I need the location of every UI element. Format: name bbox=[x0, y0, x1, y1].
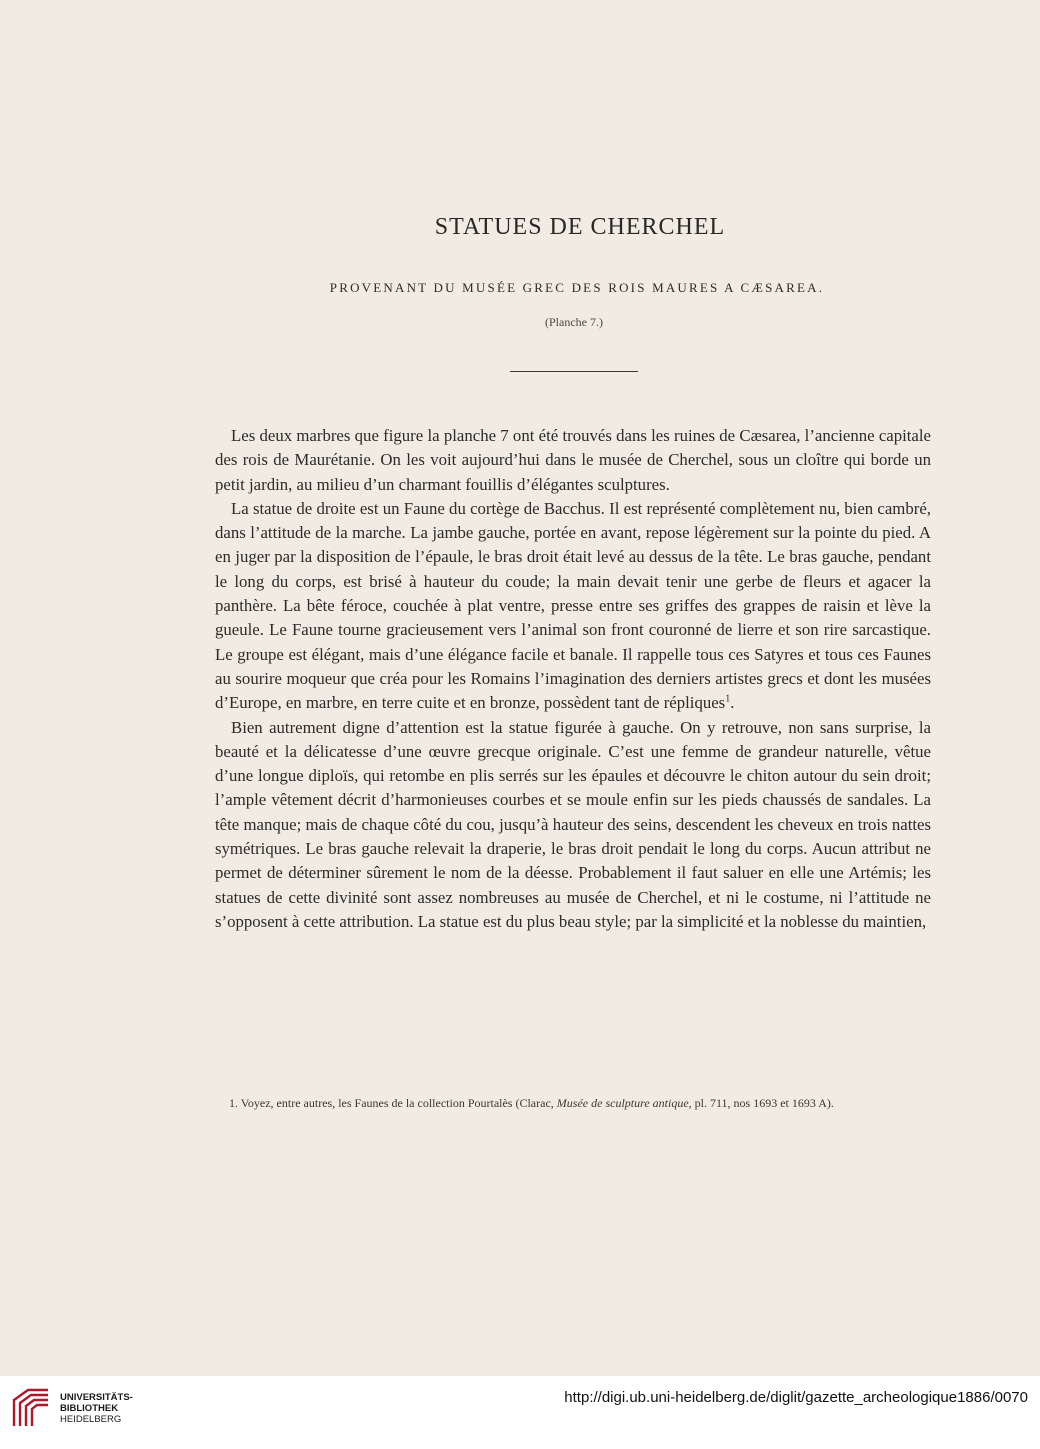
library-name-line3: HEIDELBERG bbox=[60, 1414, 122, 1425]
footnote-mark[interactable]: 1 bbox=[725, 693, 731, 705]
library-name-line2: BIBLIOTHEK bbox=[60, 1403, 119, 1414]
footnote-italic: Musée de sculpture antique bbox=[556, 1096, 689, 1110]
footer-bar bbox=[0, 1376, 1040, 1449]
footnote-suffix: , pl. 711, nos 1693 et 1693 A). bbox=[688, 1096, 834, 1110]
page-title: STATUES DE CHERCHEL bbox=[434, 214, 726, 240]
footnote bbox=[215, 1095, 931, 1112]
library-name-line1: UNIVERSITÄTS- bbox=[60, 1392, 133, 1403]
paragraph-2 bbox=[215, 497, 931, 716]
permalink-url[interactable]: http://digi.ub.uni-heidelberg.de/diglit/gazette_archeologique1886/0070 bbox=[564, 1389, 1028, 1406]
plate-reference: (Planche 7.) bbox=[545, 315, 603, 329]
paragraph-2-text: La statue de droite est un Faune du cortège de Bacchus. Il est représenté complètement nu, bien cambré, dans l’attitude de la marche. La jambe gauche, portée en avant, repose légèrement sur la pointe du pied. A en juger par la disposition de l’épaule, le bras droit était levé au dessus de la tête. Le bras gauche, pendant le long du corps, est brisé à hauteur du coude; la main devait tenir une gerbe de fleurs et agacer la panthère. La bête féroce, couchée à plat ventre, presse entre ses griffes des grappes de raisin et lève la gueule. Le Faune tourne gracieusement vers l’animal son front couronné de lierre et son rire sarcastique. Le groupe est élégant, mais d’une élégance facile et banale. Il rappelle tous ces Satyres et tous ces Faunes au sourire moqueur que créa pour les Romains l’imagination des derniers artistes grecs et dont les musées d’Europe, en marbre, en terre cuite et en bronze, possèdent tant de répliques bbox=[215, 498, 931, 713]
paragraph-1: Les deux marbres que figure la planche 7 ont été trouvés dans les ruines de Cæsarea, l’ancienne capitale des rois de Maurétanie. On les voit aujourd’hui dans le musée de Cherchel, sous un cloître qui borde un petit jardin, au milieu d’un charmant fouillis d’élégantes sculptures. bbox=[215, 426, 931, 494]
library-name bbox=[60, 1392, 133, 1425]
paragraph-2-end: . bbox=[730, 693, 735, 713]
ub-heidelberg-logo-icon[interactable] bbox=[10, 1386, 52, 1430]
paragraph-3: Bien autrement digne d’attention est la statue figurée à gauche. On y retrouve, non sans surprise, la beauté et la délicatesse d’une œuvre grecque originale. C’est une femme de grandeur naturelle, vêtue d’une longue diploïs, qui retombe en plis serrés sur les épaules et découvre le chiton autour du sein droit; l’ample vêtement décrit d’harmonieuses courbes et se moule enfin sur les pieds chaussés de sandales. La tête manque; mais de chaque côté du cou, jusqu’à hauteur des seins, descendent les cheveux en trois nattes symétriques. Le bras gauche relevait la draperie, le bras droit pendait le long du corps. Aucun attribut ne permet de déterminer sûrement le nom de la déesse. Probablement il faut saluer en elle une Artémis; les statues de cette divinité sont assez nombreuses au musée de Cherchel, et ni le costume, ni l’attitude ne s’opposent à cette attribution. La statue est du plus beau style; par la simplicité et la noblesse du maintien, bbox=[215, 717, 931, 931]
body-text bbox=[215, 424, 931, 934]
footnote-prefix: 1. Voyez, entre autres, les Faunes de la collection Pourtalès (Clarac, bbox=[229, 1096, 554, 1110]
title-divider bbox=[510, 371, 638, 372]
page-subtitle: PROVENANT DU MUSÉE GREC DES ROIS MAURES A CÆSAREA. bbox=[329, 280, 825, 295]
